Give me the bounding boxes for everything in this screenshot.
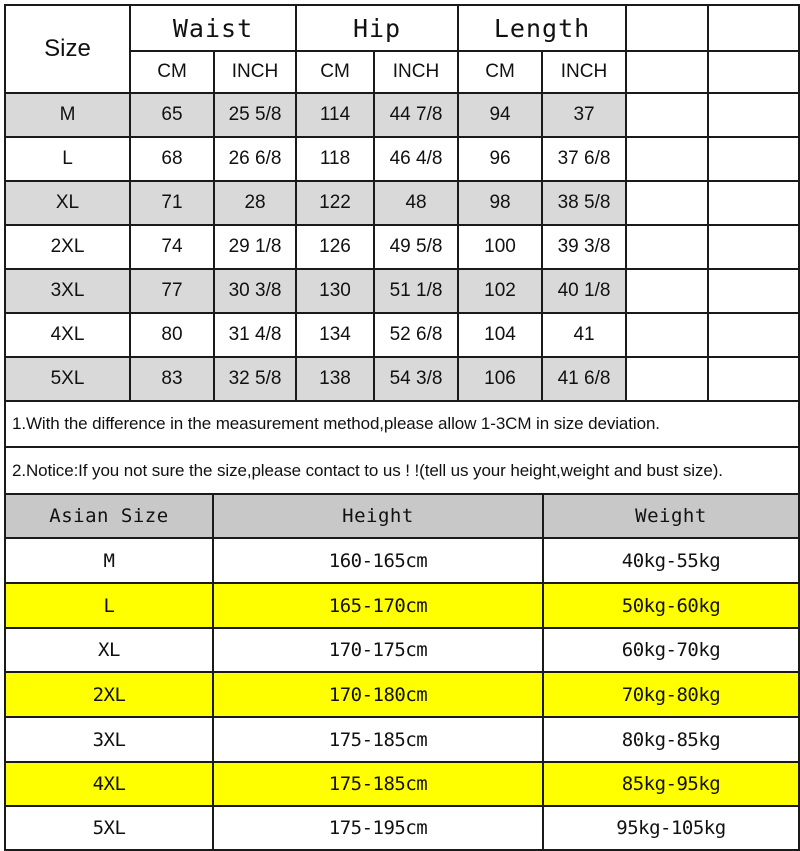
unit-label: INCH	[374, 51, 458, 93]
empty-cell	[708, 313, 799, 357]
unit-label: INCH	[542, 51, 626, 93]
empty-cell	[626, 93, 708, 137]
weight-cell: 50kg-60kg	[543, 583, 799, 628]
empty-cell	[708, 137, 799, 181]
asian-size-cell: M	[5, 538, 213, 583]
weight-header: Weight	[543, 494, 799, 538]
asian-size-cell: 2XL	[5, 672, 213, 717]
length-inch-cell: 40 1/8	[542, 269, 626, 313]
table-row	[5, 225, 799, 269]
empty-cell	[708, 181, 799, 225]
hip-cm-cell: 130	[296, 269, 374, 313]
empty-cell	[626, 51, 708, 93]
waist-inch-cell: 28	[214, 181, 296, 225]
hip-cm-cell: 134	[296, 313, 374, 357]
hip-cm-cell: 138	[296, 357, 374, 401]
height-cell: 175-195cm	[213, 806, 543, 850]
asian-size-header: Asian Size	[5, 494, 213, 538]
hip-inch-cell: 52 6/8	[374, 313, 458, 357]
table-row	[5, 806, 799, 850]
length-inch-cell: 39 3/8	[542, 225, 626, 269]
asian-size-cell: 3XL	[5, 717, 213, 762]
size-cell: M	[5, 93, 130, 137]
length-cm-cell: 106	[458, 357, 542, 401]
table-row	[5, 538, 799, 583]
empty-cell	[626, 181, 708, 225]
size-cell: 2XL	[5, 225, 130, 269]
table-row	[5, 93, 799, 137]
empty-cell	[626, 225, 708, 269]
note-row	[5, 401, 799, 447]
size-header: Size	[5, 5, 130, 93]
weight-cell: 40kg-55kg	[543, 538, 799, 583]
length-inch-cell: 41	[542, 313, 626, 357]
waist-inch-cell: 31 4/8	[214, 313, 296, 357]
asian-size-cell: XL	[5, 628, 213, 672]
length-cm-cell: 100	[458, 225, 542, 269]
length-header: Length	[458, 5, 626, 51]
weight-cell: 70kg-80kg	[543, 672, 799, 717]
height-cell: 165-170cm	[213, 583, 543, 628]
table-row	[5, 762, 799, 806]
waist-cm-cell: 77	[130, 269, 214, 313]
asian-size-cell: 5XL	[5, 806, 213, 850]
height-cell: 175-185cm	[213, 762, 543, 806]
height-cell: 170-175cm	[213, 628, 543, 672]
waist-cm-cell: 65	[130, 93, 214, 137]
size-cell: 3XL	[5, 269, 130, 313]
hip-inch-cell: 51 1/8	[374, 269, 458, 313]
note-measurement: 1.With the difference in the measurement method,please allow 1-3CM in size deviation.	[5, 401, 799, 447]
empty-cell	[626, 269, 708, 313]
asian-size-table	[4, 493, 800, 851]
empty-cell	[708, 269, 799, 313]
table-row	[5, 137, 799, 181]
length-cm-cell: 96	[458, 137, 542, 181]
waist-header: Waist	[130, 5, 296, 51]
hip-cm-cell: 122	[296, 181, 374, 225]
empty-cell	[708, 357, 799, 401]
unit-label: CM	[130, 51, 214, 93]
asian-header-row	[5, 494, 799, 538]
measurement-table	[4, 4, 800, 495]
length-inch-cell: 41 6/8	[542, 357, 626, 401]
height-cell: 170-180cm	[213, 672, 543, 717]
table-row	[5, 628, 799, 672]
unit-label: INCH	[214, 51, 296, 93]
hip-cm-cell: 126	[296, 225, 374, 269]
table-row	[5, 583, 799, 628]
hip-inch-cell: 54 3/8	[374, 357, 458, 401]
table-row	[5, 672, 799, 717]
hip-header: Hip	[296, 5, 458, 51]
waist-inch-cell: 25 5/8	[214, 93, 296, 137]
empty-cell	[626, 357, 708, 401]
table-row	[5, 269, 799, 313]
unit-label: CM	[458, 51, 542, 93]
height-cell: 175-185cm	[213, 717, 543, 762]
empty-cell	[708, 51, 799, 93]
size-cell: XL	[5, 181, 130, 225]
length-inch-cell: 38 5/8	[542, 181, 626, 225]
hip-cm-cell: 118	[296, 137, 374, 181]
length-inch-cell: 37 6/8	[542, 137, 626, 181]
hip-inch-cell: 49 5/8	[374, 225, 458, 269]
height-header: Height	[213, 494, 543, 538]
asian-size-cell: 4XL	[5, 762, 213, 806]
empty-cell	[626, 137, 708, 181]
length-cm-cell: 98	[458, 181, 542, 225]
hip-inch-cell: 48	[374, 181, 458, 225]
waist-cm-cell: 83	[130, 357, 214, 401]
note-row	[5, 447, 799, 494]
hip-inch-cell: 44 7/8	[374, 93, 458, 137]
waist-cm-cell: 80	[130, 313, 214, 357]
size-cell: 4XL	[5, 313, 130, 357]
waist-cm-cell: 74	[130, 225, 214, 269]
group-header-row	[5, 5, 799, 51]
empty-cell	[708, 5, 799, 51]
length-cm-cell: 94	[458, 93, 542, 137]
waist-inch-cell: 30 3/8	[214, 269, 296, 313]
length-inch-cell: 37	[542, 93, 626, 137]
unit-label: CM	[296, 51, 374, 93]
empty-cell	[708, 93, 799, 137]
hip-inch-cell: 46 4/8	[374, 137, 458, 181]
weight-cell: 60kg-70kg	[543, 628, 799, 672]
length-cm-cell: 104	[458, 313, 542, 357]
size-cell: 5XL	[5, 357, 130, 401]
hip-cm-cell: 114	[296, 93, 374, 137]
table-row	[5, 313, 799, 357]
waist-inch-cell: 32 5/8	[214, 357, 296, 401]
note-contact: 2.Notice:If you not sure the size,please contact to us ! !(tell us your height,weight and bust size).	[5, 447, 799, 494]
weight-cell: 80kg-85kg	[543, 717, 799, 762]
empty-cell	[626, 5, 708, 51]
waist-inch-cell: 29 1/8	[214, 225, 296, 269]
empty-cell	[708, 225, 799, 269]
waist-cm-cell: 68	[130, 137, 214, 181]
table-row	[5, 717, 799, 762]
waist-cm-cell: 71	[130, 181, 214, 225]
waist-inch-cell: 26 6/8	[214, 137, 296, 181]
asian-size-cell: L	[5, 583, 213, 628]
height-cell: 160-165cm	[213, 538, 543, 583]
table-row	[5, 181, 799, 225]
table-row	[5, 357, 799, 401]
weight-cell: 95kg-105kg	[543, 806, 799, 850]
empty-cell	[626, 313, 708, 357]
length-cm-cell: 102	[458, 269, 542, 313]
weight-cell: 85kg-95kg	[543, 762, 799, 806]
size-cell: L	[5, 137, 130, 181]
